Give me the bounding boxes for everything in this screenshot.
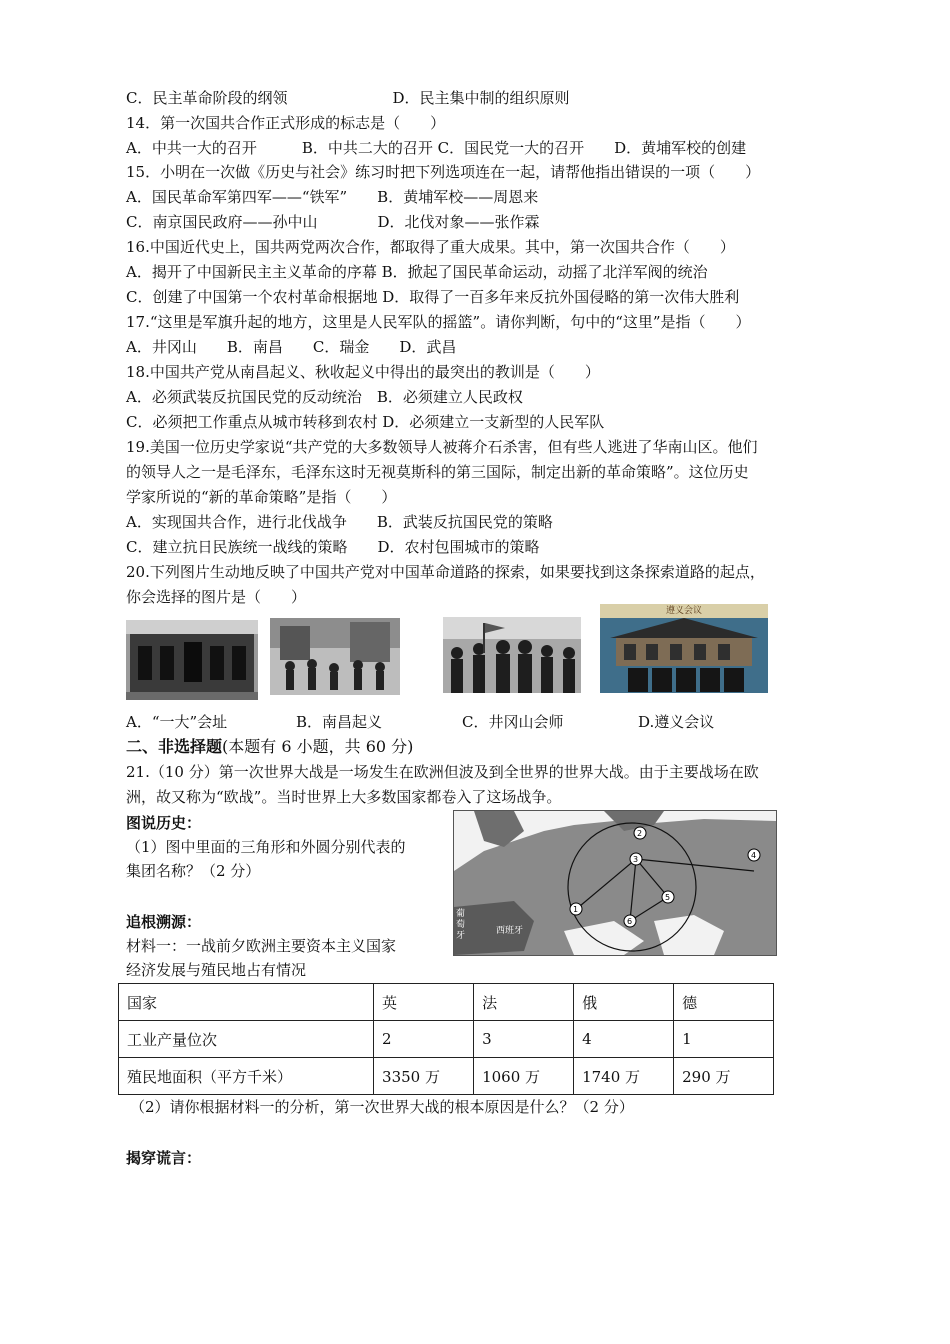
svg-text:5: 5 — [665, 893, 671, 902]
photo-caption-c: C．井冈山会师 — [462, 713, 564, 731]
svg-text:6: 6 — [627, 917, 633, 926]
material1-line1: 材料一：一战前夕欧洲主要资本主义国家 — [126, 937, 397, 955]
question-19-line3: 学家所说的“新的革命策略”是指（ ） — [126, 488, 397, 506]
photo-caption-d: D.遵义会议 — [638, 713, 715, 731]
photo-yida-site — [126, 620, 258, 700]
material1-line2: 经济发展与殖民地占有情况 — [126, 961, 307, 979]
table-cell: 290 万 — [674, 1058, 774, 1095]
svg-text:3: 3 — [633, 855, 639, 864]
question-18-options-ab: A．必须武装反抗国民党的反动统治 B．必须建立人民政权 — [126, 388, 523, 406]
question-21-line1: 21.（10 分）第一次世界大战是一场发生在欧洲但波及到全世界的世界大战。由于主要战场在欧 — [126, 763, 759, 781]
photo-nanchang-uprising — [270, 618, 400, 695]
material1-table — [118, 983, 774, 1095]
question-15-options-ab: A．国民革命军第四军——“铁军” B．黄埔军校——周恩来 — [126, 188, 539, 206]
question-16: 16.中国近代史上，国共两党两次合作，都取得了重大成果。其中，第一次国共合作（ ） — [126, 238, 735, 256]
table-cell: 3350 万 — [374, 1058, 474, 1095]
question-19-line2: 的领导人之一是毛泽东，毛泽东这时无视莫斯科的第三国际，制定出新的革命策略”。这位历史 — [126, 463, 749, 481]
table-header-cell: 德 — [674, 984, 774, 1021]
question-21-sub1-line2: 集团名称？（2 分） — [126, 862, 261, 880]
europe-alliance-map — [453, 810, 777, 956]
table-cell: 殖民地面积（平方千米） — [119, 1058, 374, 1095]
question-15: 15．小明在一次做《历史与社会》练习时把下列选项连在一起，请帮他指出错误的一项（ ） — [126, 163, 761, 181]
map-label-spain: 西班牙 — [496, 926, 524, 936]
question-20-line1: 20.下列图片生动地反映了中国共产党对中国革命道路的探索，如果要找到这条探索道路的起点， — [126, 563, 765, 581]
table-cell: 1740 万 — [574, 1058, 674, 1095]
question-19-options-cd: C．建立抗日民族统一战线的策略 D．农村包围城市的策略 — [126, 538, 540, 556]
photo-banner-text: 遵义会议 — [665, 606, 702, 616]
zhuigen-heading: 追根溯源： — [126, 913, 202, 931]
question-19-line1: 19.美国一位历史学家说“共产党的大多数领导人被蒋介石杀害，但有些人逃进了华南山区。他们 — [126, 438, 758, 456]
table-header-cell: 俄 — [574, 984, 674, 1021]
svg-text:4: 4 — [751, 851, 757, 860]
svg-text:1: 1 — [573, 905, 579, 914]
table-cell: 1 — [674, 1021, 774, 1058]
table-cell: 2 — [374, 1021, 474, 1058]
map-label-portugal: 葡萄牙 — [456, 909, 466, 941]
photo-jinggangshan-meeting — [443, 617, 581, 693]
photo-zunyi-meeting — [600, 604, 768, 693]
text-line: C．民主革命阶段的纲领 D．民主集中制的组织原则 — [126, 89, 570, 107]
question-17: 17.“这里是军旗升起的地方，这里是人民军队的摇篮”。请你判断，句中的“这里”是指（ ） — [126, 313, 751, 331]
table-header-row — [119, 984, 774, 1021]
table-header-cell: 英 — [374, 984, 474, 1021]
table-row — [119, 1058, 774, 1095]
question-14-options: A．中共一大的召开 B．中共二大的召开 C．国民党一大的召开 D．黄埔军校的创建 — [126, 139, 747, 157]
table-header-cell: 国家 — [119, 984, 374, 1021]
question-20-line2: 你会选择的图片是（ ） — [126, 588, 307, 606]
table-cell: 工业产量位次 — [119, 1021, 374, 1058]
photo-caption-a: A．“一大”会址 — [126, 713, 228, 731]
question-17-options: A．井冈山 B．南昌 C．瑞金 D．武昌 — [126, 338, 457, 356]
question-21-sub1-line1: （1）图中里面的三角形和外圆分别代表的 — [126, 838, 406, 856]
table-row — [119, 1021, 774, 1058]
section-note: (本题有 6 小题，共 60 分) — [222, 737, 414, 756]
table-cell: 3 — [474, 1021, 574, 1058]
question-15-options-cd: C．南京国民政府——孙中山 D．北伐对象——张作霖 — [126, 213, 540, 231]
section-title: 二、非选择题 — [126, 737, 223, 756]
question-21-sub2: （2）请你根据材料一的分析，第一次世界大战的根本原因是什么？（2 分） — [130, 1098, 634, 1116]
table-cell: 1060 万 — [474, 1058, 574, 1095]
question-18: 18.中国共产党从南昌起义、秋收起义中得出的最突出的教训是（ ） — [126, 363, 600, 381]
table-cell: 4 — [574, 1021, 674, 1058]
question-18-options-cd: C．必须把工作重点从城市转移到农村 D．必须建立一支新型的人民军队 — [126, 413, 605, 431]
section-heading — [126, 737, 413, 757]
jiechuan-heading: 揭穿谎言： — [126, 1149, 202, 1167]
table-header-cell: 法 — [474, 984, 574, 1021]
question-19-options-ab: A．实现国共合作，进行北伐战争 B．武装反抗国民党的策略 — [126, 513, 553, 531]
svg-text:2: 2 — [637, 829, 643, 838]
question-21-line2: 洲，故又称为“欧战”。当时世界上大多数国家都卷入了这场战争。 — [126, 788, 562, 806]
question-16-options-cd: C．创建了中国第一个农村革命根据地 D．取得了一百多年来反抗外国侵略的第一次伟大胜利 — [126, 288, 740, 306]
photo-caption-b: B．南昌起义 — [296, 713, 383, 731]
tushuo-heading: 图说历史： — [126, 814, 202, 832]
question-14: 14．第一次国共合作正式形成的标志是（ ） — [126, 114, 446, 132]
question-16-options-ab: A．揭开了中国新民主主义革命的序幕 B．掀起了国民革命运动，动摇了北洋军阀的统治 — [126, 263, 708, 281]
